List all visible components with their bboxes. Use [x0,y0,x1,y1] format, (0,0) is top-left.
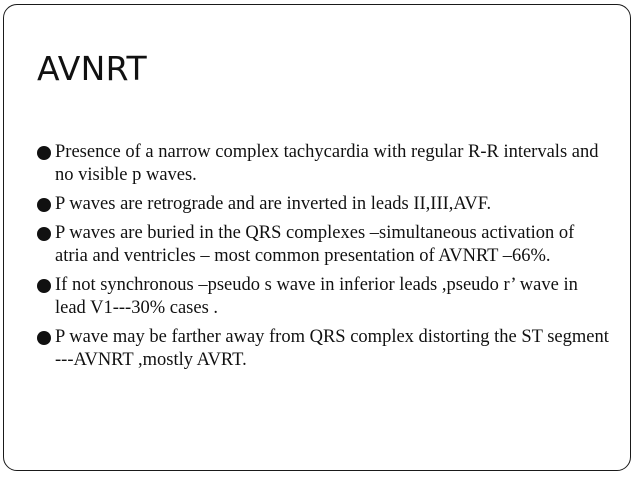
bullet-text: If not synchronous –pseudo s wave in inferior leads ,pseudo r’ wave in lead V1---30% cases . [55,275,578,318]
bullet-dot-icon [37,227,51,241]
bullet-dot-icon [37,279,51,293]
bullet-text: Presence of a narrow complex tachycardia with regular R-R intervals and no visible p waves. [55,142,599,185]
bullet-item [37,326,609,372]
bullet-dot-icon [37,146,51,160]
bullet-text: P waves are buried in the QRS complexes –simultaneous activation of atria and ventricles – most common presentation of AVNRT –66%. [55,223,575,266]
bullet-dot-icon [37,198,51,212]
bullet-list [37,141,609,378]
bullet-item [37,141,609,187]
bullet-item [37,222,609,268]
bullet-dot-icon [37,331,51,345]
bullet-text: P wave may be farther away from QRS complex distorting the ST segment ---AVNRT ,mostly AVRT. [55,327,609,370]
slide-title: AVNRT [37,49,147,88]
bullet-text: P waves are retrograde and are inverted in leads II,III,AVF. [55,194,492,214]
bullet-item [37,274,609,320]
bullet-item [37,193,609,216]
